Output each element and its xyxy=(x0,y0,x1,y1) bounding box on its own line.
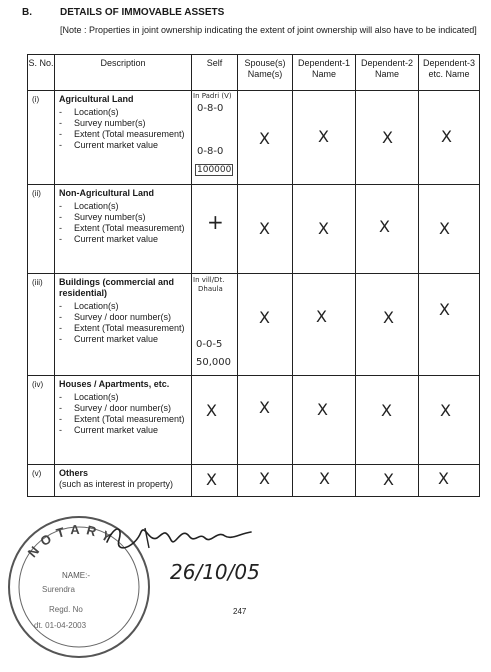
row-description xyxy=(55,91,192,185)
cross-mark: X xyxy=(259,308,270,327)
cross-mark: X xyxy=(259,398,270,417)
cross-mark: X xyxy=(318,219,329,238)
row-category-note: (such as interest in property) xyxy=(59,479,174,489)
table-row xyxy=(28,91,480,185)
subitem-extent: - Extent (Total measurement) xyxy=(59,414,189,425)
subitem-survey: - Survey number(s) xyxy=(59,118,189,129)
subitem-survey: - Survey number(s) xyxy=(59,212,189,223)
svg-text:dt. 01-04-2003: dt. 01-04-2003 xyxy=(34,621,87,630)
subitem-location: - Location(s) xyxy=(59,392,189,403)
svg-text:NAME:-: NAME:- xyxy=(62,571,90,580)
svg-text:Surendra: Surendra xyxy=(42,585,75,594)
spouse-cell xyxy=(238,185,293,274)
dependent-2-cell xyxy=(356,376,419,465)
header-self: Self xyxy=(192,55,238,91)
self-handwritten-value: 50,000 xyxy=(196,357,231,368)
dependent-3-cell xyxy=(419,376,480,465)
section-title: DETAILS OF IMMOVABLE ASSETS xyxy=(60,7,225,18)
subitem-extent: - Extent (Total measurement) xyxy=(59,323,189,334)
cross-mark: X xyxy=(319,469,330,488)
dependent-1-cell xyxy=(293,376,356,465)
dependent-3-cell xyxy=(419,185,480,274)
header-dependent-2: Dependent-2 Name xyxy=(356,55,419,91)
dependent-2-cell xyxy=(356,274,419,376)
subitem-location: - Location(s) xyxy=(59,107,189,118)
dependent-3-cell xyxy=(419,91,480,185)
subitem-location: - Location(s) xyxy=(59,301,189,312)
row-description xyxy=(55,274,192,376)
spouse-cell xyxy=(238,274,293,376)
row-sno: (v) xyxy=(28,465,55,497)
self-handwritten-location: In Padri (V) xyxy=(193,92,232,100)
spouse-cell xyxy=(238,91,293,185)
spouse-cell xyxy=(238,465,293,497)
cross-mark: X xyxy=(259,219,270,238)
dependent-1-cell xyxy=(293,185,356,274)
signature-date: 26/10/05 xyxy=(170,560,260,584)
self-cell xyxy=(192,465,238,497)
self-handwritten-location: In vill/Dt. xyxy=(193,276,225,284)
cross-mark: X xyxy=(379,217,390,236)
cross-mark: X xyxy=(383,470,394,489)
handwritten-signature xyxy=(105,518,255,558)
cross-mark: X xyxy=(259,469,270,488)
self-cell xyxy=(192,274,238,376)
cross-mark: X xyxy=(438,469,449,488)
self-handwritten-value: 100000 xyxy=(197,165,232,175)
header-dependent-3: Dependent-3 etc. Name xyxy=(419,55,480,91)
row-category: Non-Agricultural Land xyxy=(59,188,154,198)
table-row xyxy=(28,465,480,497)
self-handwritten-survey: 0-8-0 xyxy=(197,103,224,114)
subitem-survey: - Survey / door number(s) xyxy=(59,403,189,414)
table-row xyxy=(28,185,480,274)
cross-mark: X xyxy=(381,401,392,420)
row-description xyxy=(55,376,192,465)
page-number: 247 xyxy=(233,607,247,616)
cross-mark: X xyxy=(317,400,328,419)
subitem-value: - Current market value xyxy=(59,140,189,151)
self-cell xyxy=(192,376,238,465)
row-description xyxy=(55,465,192,497)
self-cell xyxy=(192,185,238,274)
dash-mark: + xyxy=(207,210,224,234)
immovable-assets-table xyxy=(27,54,480,497)
dependent-2-cell xyxy=(356,91,419,185)
dependent-1-cell xyxy=(293,465,356,497)
subitem-value: - Current market value xyxy=(59,334,189,345)
row-sno: (iv) xyxy=(28,376,55,465)
row-sno: (ii) xyxy=(28,185,55,274)
subitem-survey: - Survey / door number(s) xyxy=(59,312,189,323)
section-letter: B. xyxy=(22,7,32,18)
row-description xyxy=(55,185,192,274)
cross-mark: X xyxy=(318,127,329,146)
cross-mark: X xyxy=(439,219,450,238)
self-cell xyxy=(192,91,238,185)
row-category: Agricultural Land xyxy=(59,94,134,104)
subitem-value: - Current market value xyxy=(59,234,189,245)
dependent-3-cell xyxy=(419,274,480,376)
self-handwritten-location-2: Dhaula xyxy=(198,285,223,293)
header-spouse: Spouse(s) Name(s) xyxy=(238,55,293,91)
self-handwritten-extent: 0-8-0 xyxy=(197,146,224,157)
dependent-2-cell xyxy=(356,465,419,497)
spouse-cell xyxy=(238,376,293,465)
subitem-extent: - Extent (Total measurement) xyxy=(59,223,189,234)
row-category: Houses / Apartments, etc. xyxy=(59,379,170,389)
header-sno: S. No. xyxy=(28,55,55,91)
cross-mark: X xyxy=(206,401,217,420)
row-sno: (i) xyxy=(28,91,55,185)
table-row xyxy=(28,274,480,376)
header-dependent-1: Dependent-1 Name xyxy=(293,55,356,91)
dependent-2-cell xyxy=(356,185,419,274)
dependent-3-cell xyxy=(419,465,480,497)
subitem-extent: - Extent (Total measurement) xyxy=(59,129,189,140)
cross-mark: X xyxy=(382,128,393,147)
cross-mark: X xyxy=(383,308,394,327)
svg-text:Regd. No: Regd. No xyxy=(49,605,83,614)
cross-mark: X xyxy=(441,127,452,146)
table-header-row xyxy=(28,55,480,91)
subitem-value: - Current market value xyxy=(59,425,189,436)
cross-mark: X xyxy=(439,300,450,319)
svg-text:NOTARY: NOTARY xyxy=(24,521,120,561)
dependent-1-cell xyxy=(293,274,356,376)
cross-mark: X xyxy=(206,470,217,489)
dependent-1-cell xyxy=(293,91,356,185)
cross-mark: X xyxy=(259,129,270,148)
cross-mark: X xyxy=(440,401,451,420)
row-category: Others xyxy=(59,468,89,478)
section-note: [Note : Properties in joint ownership indicating the extent of joint ownership will also have to be indicated] xyxy=(60,25,477,35)
header-description: Description xyxy=(55,55,192,91)
subitem-location: - Location(s) xyxy=(59,201,189,212)
self-handwritten-extent: 0-0-5 xyxy=(196,339,223,350)
cross-mark: X xyxy=(316,307,327,326)
row-category: Buildings (commercial and residential) xyxy=(59,277,175,298)
row-sno: (iii) xyxy=(28,274,55,376)
table-row xyxy=(28,376,480,465)
